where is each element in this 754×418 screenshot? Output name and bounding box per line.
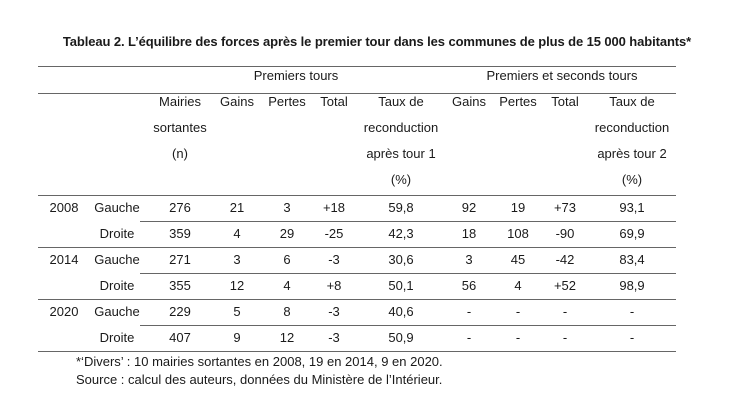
- cell-mairies: 229: [169, 304, 191, 319]
- cell-year: 2008: [49, 200, 79, 215]
- header-pertes2: Pertes: [499, 94, 537, 109]
- cell-gains: 3: [233, 252, 241, 267]
- header-taux1-line: (%): [390, 172, 412, 187]
- cell-gains: 5: [233, 304, 241, 319]
- cell-total: -3: [328, 252, 340, 267]
- cell-taux1: 42,3: [388, 226, 414, 241]
- cell-total: -3: [328, 330, 340, 345]
- header-mairies-line: (n): [172, 146, 188, 161]
- cell-total: +8: [326, 278, 342, 293]
- cell-taux1: 50,1: [388, 278, 414, 293]
- header-taux1-line: Taux de: [378, 94, 424, 109]
- cell-mairies: 271: [169, 252, 191, 267]
- header-taux1-line: reconduction: [363, 120, 439, 135]
- cell-taux2: 98,9: [619, 278, 645, 293]
- header-taux2-line: Taux de: [609, 94, 655, 109]
- cell-taux2: 83,4: [619, 252, 645, 267]
- cell-taux1: 30,6: [388, 252, 414, 267]
- header-mairies-line: sortantes: [153, 120, 207, 135]
- table-title: Tableau 2. L’équilibre des forces après le premier tour dans les communes de plus de 15 000 habitants*: [62, 34, 692, 49]
- cell-gains2: -: [466, 330, 472, 345]
- header-gains: Gains: [220, 94, 254, 109]
- cell-mairies: 407: [169, 330, 191, 345]
- cell-pertes: 4: [283, 278, 291, 293]
- cell-gains2: -: [466, 304, 472, 319]
- cell-mairies: 359: [169, 226, 191, 241]
- cell-mairies: 276: [169, 200, 191, 215]
- header-total: Total: [320, 94, 348, 109]
- cell-pertes: 3: [283, 200, 291, 215]
- cell-taux1: 50,9: [388, 330, 414, 345]
- cell-gains2: 92: [461, 200, 477, 215]
- cell-gains: 4: [233, 226, 241, 241]
- cell-side: Gauche: [94, 252, 140, 267]
- rule-bottom: [38, 351, 676, 352]
- cell-side: Gauche: [94, 200, 140, 215]
- cell-total2: -90: [555, 226, 575, 241]
- header-taux1-line: après tour 1: [366, 146, 436, 161]
- cell-total: +18: [322, 200, 346, 215]
- cell-gains2: 18: [461, 226, 477, 241]
- cell-total2: -: [562, 304, 568, 319]
- cell-year: 2020: [49, 304, 79, 319]
- header-pertes: Pertes: [268, 94, 306, 109]
- cell-total2: -42: [555, 252, 575, 267]
- cell-side: Droite: [99, 330, 135, 345]
- cell-side: Droite: [99, 278, 135, 293]
- header-mairies-line: Mairies: [159, 94, 201, 109]
- cell-gains2: 3: [465, 252, 473, 267]
- cell-pertes2: 4: [514, 278, 522, 293]
- cell-mairies: 355: [169, 278, 191, 293]
- header-gains2: Gains: [452, 94, 486, 109]
- footnote-divers: *‘Divers’ : 10 mairies sortantes en 2008, 19 en 2014, 9 en 2020.: [76, 354, 443, 369]
- cell-taux1: 59,8: [388, 200, 414, 215]
- header-taux2-line: reconduction: [594, 120, 670, 135]
- cell-pertes: 6: [283, 252, 291, 267]
- cell-taux2: -: [629, 304, 635, 319]
- group-header-seconds: Premiers et seconds tours: [486, 68, 638, 83]
- cell-total: -25: [324, 226, 344, 241]
- cell-pertes2: -: [515, 304, 521, 319]
- cell-gains: 12: [229, 278, 245, 293]
- cell-total: -3: [328, 304, 340, 319]
- cell-taux1: 40,6: [388, 304, 414, 319]
- cell-pertes2: -: [515, 330, 521, 345]
- cell-total2: -: [562, 330, 568, 345]
- header-total2: Total: [551, 94, 579, 109]
- cell-gains: 21: [229, 200, 245, 215]
- cell-total2: +52: [553, 278, 577, 293]
- cell-pertes2: 45: [510, 252, 526, 267]
- cell-pertes: 29: [279, 226, 295, 241]
- cell-pertes2: 108: [507, 226, 529, 241]
- cell-side: Gauche: [94, 304, 140, 319]
- cell-pertes: 8: [283, 304, 291, 319]
- cell-gains: 9: [233, 330, 241, 345]
- cell-taux2: 93,1: [619, 200, 645, 215]
- cell-year: 2014: [49, 252, 79, 267]
- footnote-source: Source : calcul des auteurs, données du Ministère de l’Intérieur.: [76, 372, 443, 387]
- group-header-premiers: Premiers tours: [253, 68, 339, 83]
- rule-group: [38, 93, 676, 94]
- header-taux2-line: (%): [621, 172, 643, 187]
- header-taux2-line: après tour 2: [597, 146, 667, 161]
- cell-taux2: 69,9: [619, 226, 645, 241]
- cell-gains2: 56: [461, 278, 477, 293]
- cell-side: Droite: [99, 226, 135, 241]
- cell-pertes: 12: [279, 330, 295, 345]
- cell-total2: +73: [553, 200, 577, 215]
- cell-pertes2: 19: [510, 200, 526, 215]
- cell-taux2: -: [629, 330, 635, 345]
